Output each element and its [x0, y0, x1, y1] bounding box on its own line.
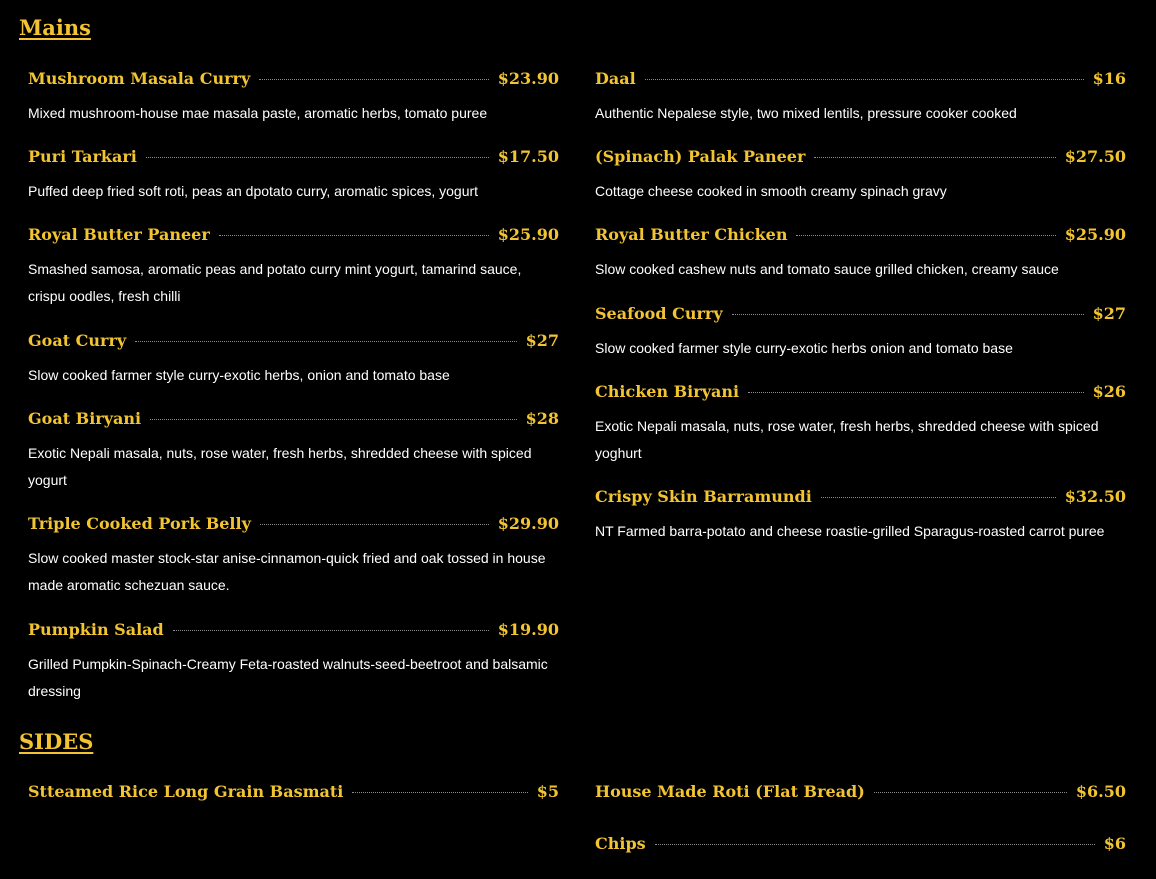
item-price: $28	[525, 409, 559, 428]
menu-item	[595, 780, 1126, 804]
dotted-leader	[655, 844, 1095, 845]
item-description: Slow cooked farmer style curry-exotic herbs onion and tomato base	[595, 340, 1013, 356]
dotted-leader	[135, 341, 516, 342]
item-description: Grilled Pumpkin-Spinach-Creamy Feta-roasted walnuts-seed-beetroot and balsamic dressing	[28, 656, 548, 699]
item-description: Authentic Nepalese style, two mixed lentils, pressure cooker cooked	[595, 105, 1017, 121]
item-price: $32.50	[1064, 487, 1126, 506]
item-description: Mixed mushroom-house mae masala paste, aromatic herbs, tomato puree	[28, 105, 488, 121]
menu-item	[595, 380, 1126, 467]
item-name: Crispy Skin Barramundi	[595, 487, 812, 506]
dotted-leader	[146, 157, 489, 158]
item-name: Goat Biryani	[28, 409, 142, 428]
item-description: Slow cooked farmer style curry-exotic herbs, onion and tomato base	[28, 367, 450, 383]
dotted-leader	[874, 792, 1067, 793]
item-description: Exotic Nepali masala, nuts, rose water, fresh herbs, shredded cheese with spiced yoghurt	[595, 418, 1099, 461]
dotted-leader	[796, 235, 1055, 236]
item-description: Puffed deep fried soft roti, peas an dpotato curry, aromatic spices, yogurt	[28, 183, 479, 199]
item-name: Goat Curry	[28, 331, 127, 350]
item-price: $6.50	[1075, 782, 1126, 801]
menu-item	[595, 302, 1126, 362]
item-name: Royal Butter Chicken	[595, 225, 788, 244]
menu-item	[28, 145, 559, 205]
item-description: Exotic Nepali masala, nuts, rose water, fresh herbs, shredded cheese with spiced yogurt	[28, 445, 532, 488]
dotted-leader	[352, 792, 527, 793]
item-name: Royal Butter Paneer	[28, 225, 210, 244]
dotted-leader	[732, 314, 1084, 315]
sides-section-title: SIDES	[19, 729, 94, 754]
menu-item	[595, 223, 1126, 283]
item-price: $17.50	[497, 147, 559, 166]
item-description: Slow cooked master stock-star anise-cinnamon-quick fried and oak tossed in house made aromatic schezuan sauce.	[28, 550, 546, 593]
menu-item	[595, 485, 1126, 545]
item-price: $27	[1092, 304, 1126, 323]
item-name: Mushroom Masala Curry	[28, 69, 251, 88]
item-price: $6	[1103, 834, 1126, 853]
item-description: NT Farmed barra-potato and cheese roastie-grilled Sparagus-roasted carrot puree	[595, 523, 1105, 539]
item-price: $29.90	[497, 514, 559, 533]
item-name: Seafood Curry	[595, 304, 723, 323]
item-name: (Spinach) Palak Paneer	[595, 147, 806, 166]
dotted-leader	[173, 630, 489, 631]
item-price: $5	[536, 782, 559, 801]
menu-item	[28, 223, 559, 310]
item-price: $27	[525, 331, 559, 350]
item-name: Daal	[595, 69, 636, 88]
dotted-leader	[259, 79, 489, 80]
item-price: $25.90	[1064, 225, 1126, 244]
item-name: Pumpkin Salad	[28, 620, 164, 639]
dotted-leader	[748, 392, 1084, 393]
dotted-leader	[821, 497, 1056, 498]
item-price: $23.90	[497, 69, 559, 88]
dotted-leader	[645, 79, 1084, 80]
menu-item	[28, 67, 559, 127]
item-name: House Made Roti (Flat Bread)	[595, 782, 865, 801]
item-name: Puri Tarkari	[28, 147, 137, 166]
item-description: Cottage cheese cooked in smooth creamy spinach gravy	[595, 183, 947, 199]
item-description: Smashed samosa, aromatic peas and potato curry mint yogurt, tamarind sauce, crispu oodles, fresh chilli	[28, 261, 522, 304]
menu-item	[28, 407, 559, 494]
dotted-leader	[814, 157, 1055, 158]
item-name: Stteamed Rice Long Grain Basmati	[28, 782, 344, 801]
dotted-leader	[219, 235, 489, 236]
menu-item	[28, 512, 559, 599]
mains-left-column	[28, 67, 559, 707]
sides-left-column	[28, 780, 559, 810]
menu-item	[28, 780, 559, 804]
item-price: $19.90	[497, 620, 559, 639]
menu-item	[595, 832, 1126, 856]
dotted-leader	[260, 524, 489, 525]
menu-item	[595, 67, 1126, 127]
sides-right-column	[595, 780, 1126, 860]
item-price: $27.50	[1064, 147, 1126, 166]
mains-section-title: Mains	[19, 15, 91, 40]
menu-item	[595, 145, 1126, 205]
item-name: Chips	[595, 834, 646, 853]
mains-right-column	[595, 67, 1126, 567]
item-price: $25.90	[497, 225, 559, 244]
item-price: $26	[1092, 382, 1126, 401]
item-description: Slow cooked cashew nuts and tomato sauce grilled chicken, creamy sauce	[595, 261, 1059, 277]
menu-item	[28, 618, 559, 705]
item-name: Chicken Biryani	[595, 382, 740, 401]
item-name: Triple Cooked Pork Belly	[28, 514, 251, 533]
item-price: $16	[1092, 69, 1126, 88]
menu-item	[28, 329, 559, 389]
dotted-leader	[150, 419, 517, 420]
